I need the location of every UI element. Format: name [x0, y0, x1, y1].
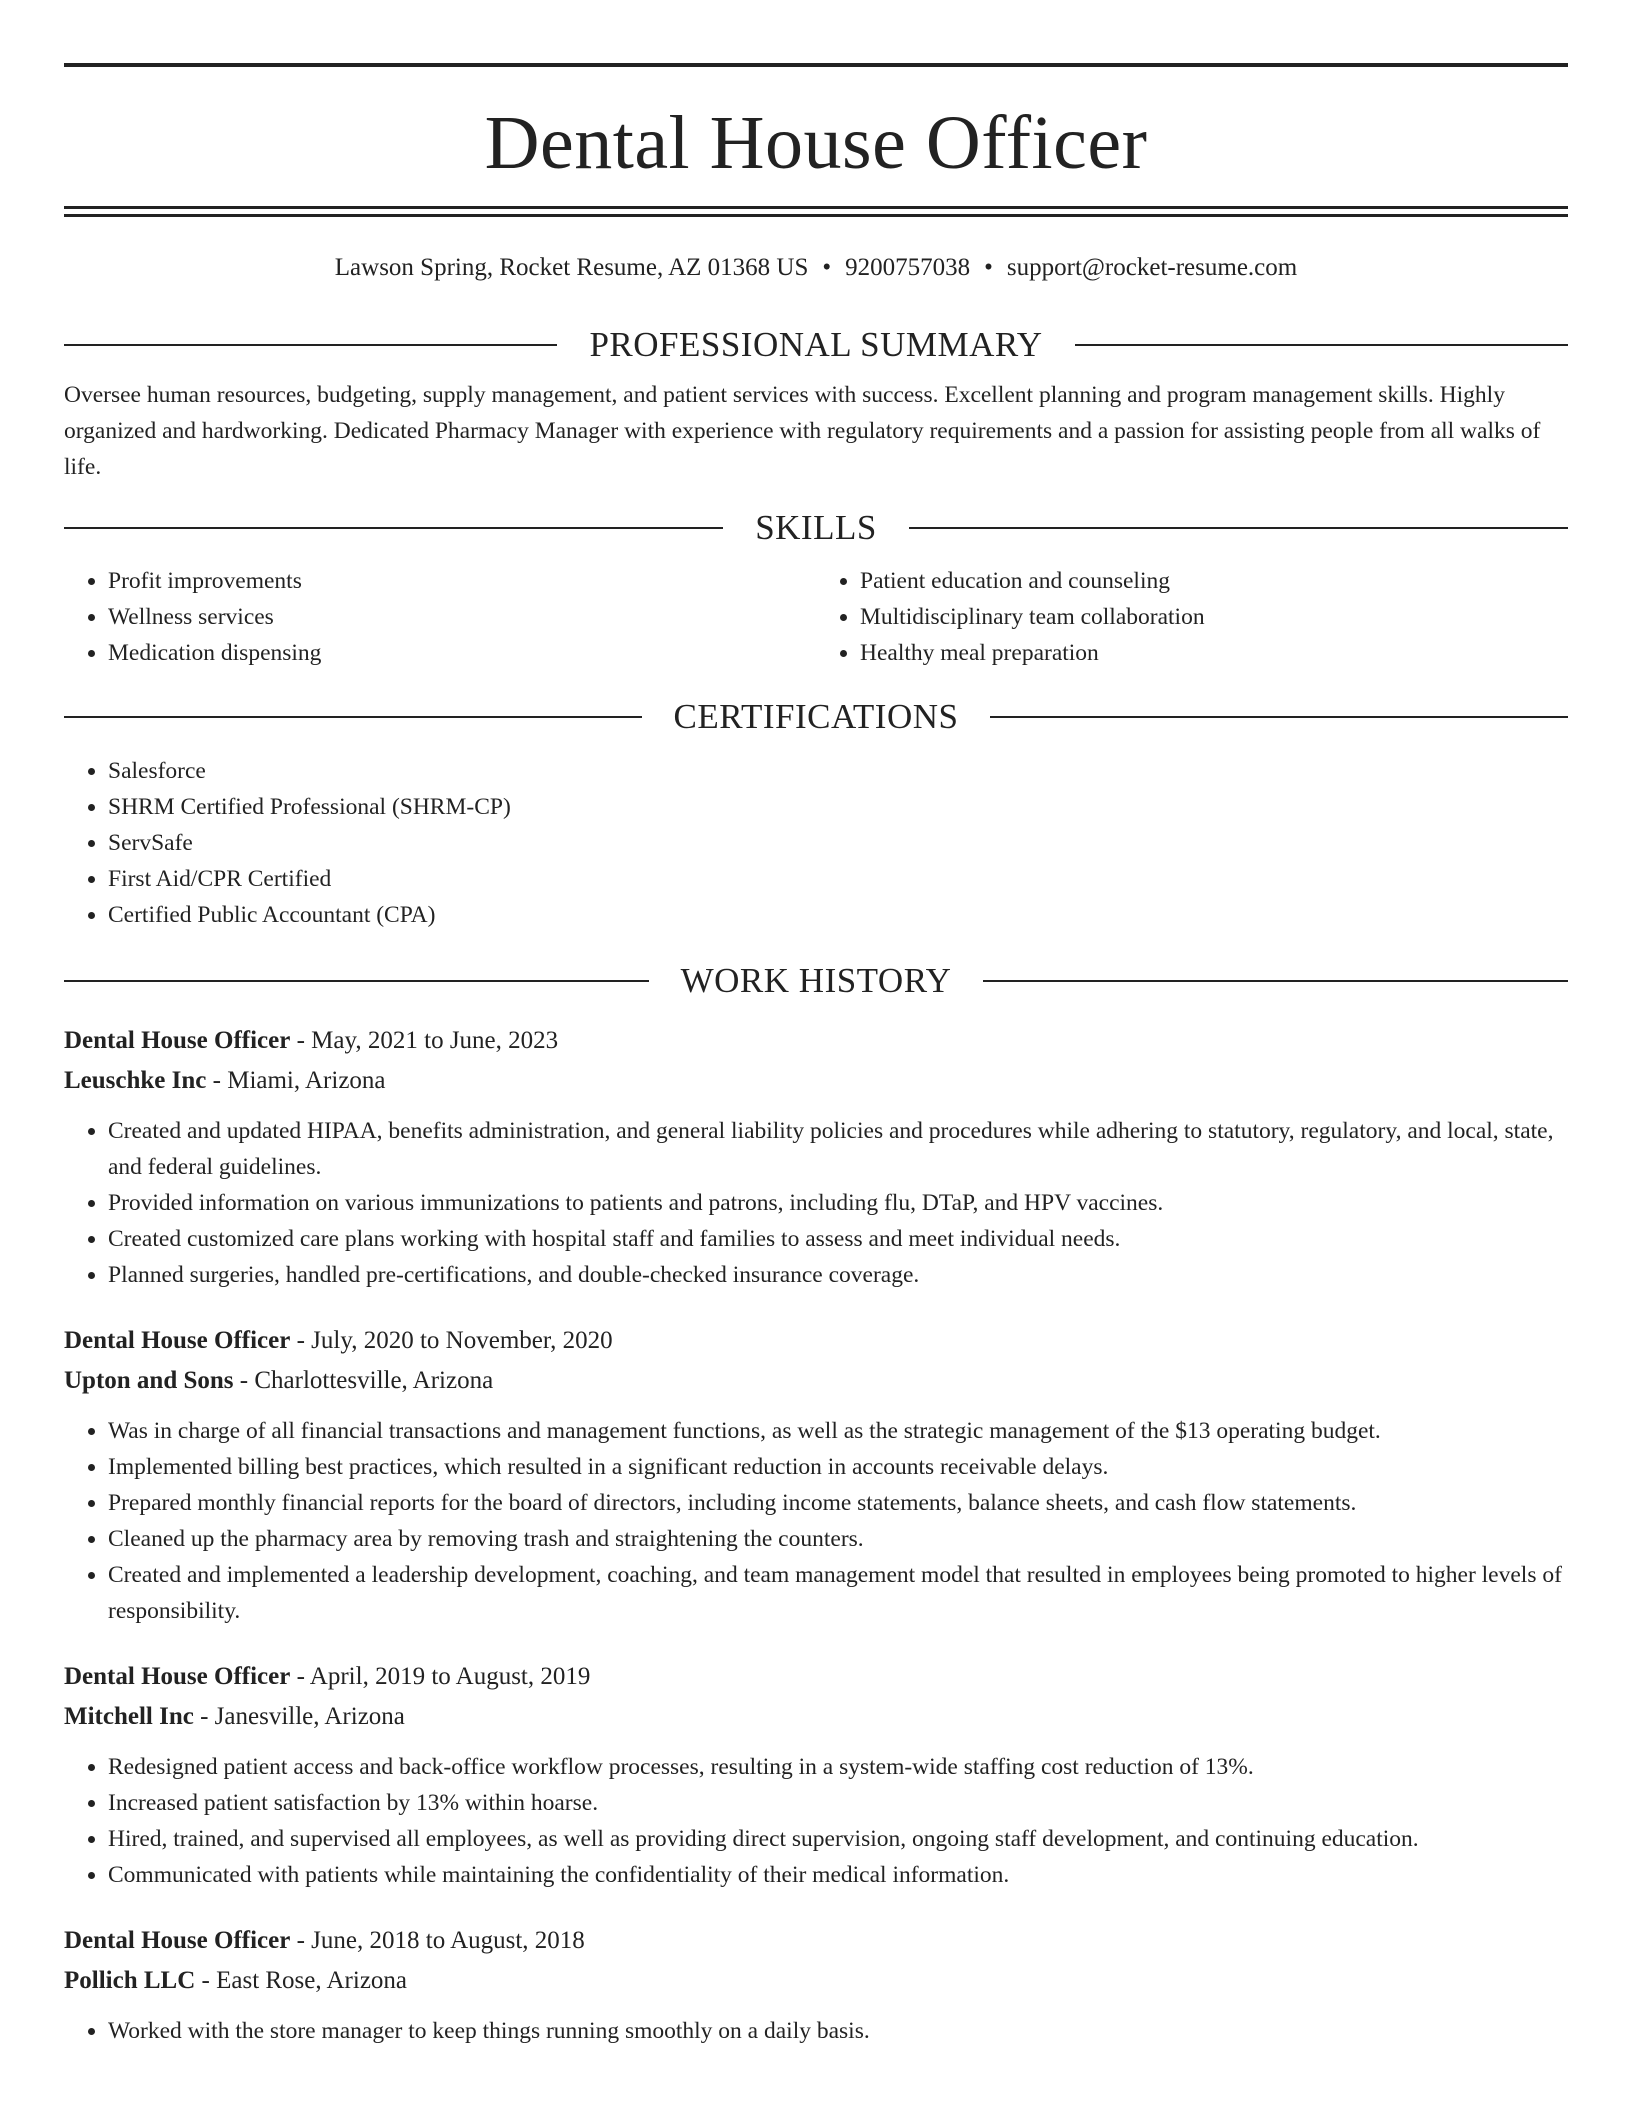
summary-text: Oversee human resources, budgeting, supply management, and patient services with success. Excellent planning and program management skills. Highly organized and hardworking. Dedicated Pharmacy Manager with experience with regulatory requirements and a passion for assisting people from all walks of life. — [64, 382, 1541, 480]
title-double-rule — [64, 206, 1568, 217]
job-bullet: • Increased patient satisfaction by 13% within hoarse. — [108, 1785, 1568, 1821]
divider-line — [64, 980, 649, 982]
job-company: Upton and Sons — [64, 1367, 234, 1394]
job-title-line — [64, 1921, 1568, 1961]
divider-line — [983, 980, 1568, 982]
section-header-certifications — [64, 695, 1568, 739]
job-bullet: • Cleaned up the pharmacy area by removing trash and straightening the counters. — [108, 1521, 1568, 1557]
job-dash: - — [233, 1367, 255, 1394]
job-entry — [64, 1657, 1568, 1893]
contact-address: Lawson Spring, Rocket Resume, AZ 01368 US — [334, 254, 809, 281]
job-company-line — [64, 1961, 1568, 2001]
skill-item: • Multidisciplinary team collaboration — [860, 599, 1568, 635]
contact-separator: • — [822, 254, 832, 281]
job-title-line — [64, 1657, 1568, 1697]
contact-separator: • — [984, 254, 993, 281]
job-title-line — [64, 1021, 1568, 1061]
skill-item: • Medication dispensing — [108, 635, 816, 671]
skills-column-right — [816, 563, 1568, 671]
job-bullet: • Prepared monthly financial reports for the board of directors, including income statements, balance sheets, and cash flow statements. — [108, 1485, 1568, 1521]
job-company-line — [64, 1361, 1568, 1401]
section-header-summary — [64, 323, 1568, 367]
job-dates: July, 2020 to November, 2020 — [311, 1327, 613, 1354]
job-dash: - — [290, 1663, 310, 1690]
skill-item: • Profit improvements — [108, 563, 816, 599]
job-bullet: • Redesigned patient access and back-office workflow processes, resulting in a system-wide staffing cost reduction of 13%. — [108, 1749, 1568, 1785]
job-dash: - — [290, 1027, 312, 1054]
section-title: SKILLS — [755, 508, 877, 547]
divider-line — [990, 716, 1568, 718]
job-bullet: • Created customized care plans working with hospital staff and families to assess and meet individual needs. — [108, 1221, 1568, 1257]
job-dash: - — [206, 1067, 228, 1094]
job-entry — [64, 1921, 1568, 2049]
section-title: CERTIFICATIONS — [673, 697, 959, 736]
job-entry — [64, 1321, 1568, 1629]
job-dates: May, 2021 to June, 2023 — [311, 1027, 559, 1054]
resume-title: Dental House Officer — [484, 101, 1148, 185]
divider-line — [64, 716, 642, 718]
job-location: Janesville, Arizona — [214, 1703, 405, 1730]
job-title: Dental House Officer — [64, 1027, 291, 1054]
skill-item: • Patient education and counseling — [860, 563, 1568, 599]
skill-item: • Wellness services — [108, 599, 816, 635]
job-dash: - — [195, 1967, 217, 1994]
job-dates: June, 2018 to August, 2018 — [311, 1927, 585, 1954]
divider-line — [909, 527, 1568, 529]
divider-line — [1075, 344, 1568, 346]
job-location: Miami, Arizona — [227, 1067, 386, 1094]
divider-line — [64, 527, 723, 529]
job-bullets — [64, 1749, 1568, 1893]
job-bullet: • Hired, trained, and supervised all employees, as well as providing direct supervision, ongoing staff development, and continuing education. — [108, 1821, 1568, 1857]
job-title: Dental House Officer — [64, 1663, 291, 1690]
job-title: Dental House Officer — [64, 1327, 291, 1354]
job-bullet: • Planned surgeries, handled pre-certifications, and double-checked insurance coverage. — [108, 1257, 1568, 1293]
job-bullet: • Communicated with patients while maintaining the confidentiality of their medical information. — [108, 1857, 1568, 1893]
certification-item: • ServSafe — [108, 825, 1568, 861]
top-rule — [64, 63, 1568, 67]
certifications-list — [64, 753, 1568, 933]
job-location: Charlottesville, Arizona — [254, 1367, 494, 1394]
section-title: WORK HISTORY — [680, 961, 952, 1000]
contact-email: support@rocket-resume.com — [1006, 254, 1298, 281]
certification-item: • Certified Public Accountant (CPA) — [108, 897, 1568, 933]
job-company-line — [64, 1697, 1568, 1737]
divider-line — [64, 344, 557, 346]
job-bullets — [64, 1413, 1568, 1629]
section-header-work-history — [64, 959, 1568, 1003]
job-company-line — [64, 1061, 1568, 1101]
job-bullet: • Created and implemented a leadership development, coaching, and team management model that resulted in employees being promoted to higher levels of responsibility. — [108, 1557, 1568, 1629]
job-company: Leuschke Inc — [64, 1067, 207, 1094]
section-title: PROFESSIONAL SUMMARY — [589, 325, 1043, 364]
skills-column-left — [64, 563, 816, 671]
contact-phone: 9200757038 — [845, 254, 971, 281]
job-title: Dental House Officer — [64, 1927, 291, 1954]
job-dash: - — [290, 1327, 312, 1354]
certification-item: • First Aid/CPR Certified — [108, 861, 1568, 897]
certification-item: • SHRM Certified Professional (SHRM-CP) — [108, 789, 1568, 825]
job-company: Mitchell Inc — [64, 1703, 194, 1730]
section-header-skills — [64, 506, 1568, 550]
job-company: Pollich LLC — [64, 1967, 196, 1994]
contact-line — [64, 253, 1568, 283]
job-dash: - — [193, 1703, 215, 1730]
certification-item: • Salesforce — [108, 753, 1568, 789]
job-entry — [64, 1021, 1568, 1293]
skills-list — [64, 563, 1568, 671]
skill-item: • Healthy meal preparation — [860, 635, 1568, 671]
job-location: East Rose, Arizona — [216, 1967, 408, 1994]
job-bullet: • Implemented billing best practices, which resulted in a significant reduction in accounts receivable delays. — [108, 1449, 1568, 1485]
job-bullet: • Provided information on various immunizations to patients and patrons, including flu, DTaP, and HPV vaccines. — [108, 1185, 1568, 1221]
job-bullet: • Was in charge of all financial transactions and management functions, as well as the strategic management of the $13 operating budget. — [108, 1413, 1568, 1449]
job-bullet: • Created and updated HIPAA, benefits administration, and general liability policies and procedures while adhering to statutory, regulatory, and local, state, and federal guidelines. — [108, 1113, 1568, 1185]
job-title-line — [64, 1321, 1568, 1361]
job-bullets — [64, 1113, 1568, 1293]
job-bullet: • Worked with the store manager to keep things running smoothly on a daily basis. — [108, 2013, 1568, 2049]
job-bullets — [64, 2013, 1568, 2049]
job-dates: April, 2019 to August, 2019 — [309, 1663, 591, 1690]
job-dash: - — [290, 1927, 312, 1954]
